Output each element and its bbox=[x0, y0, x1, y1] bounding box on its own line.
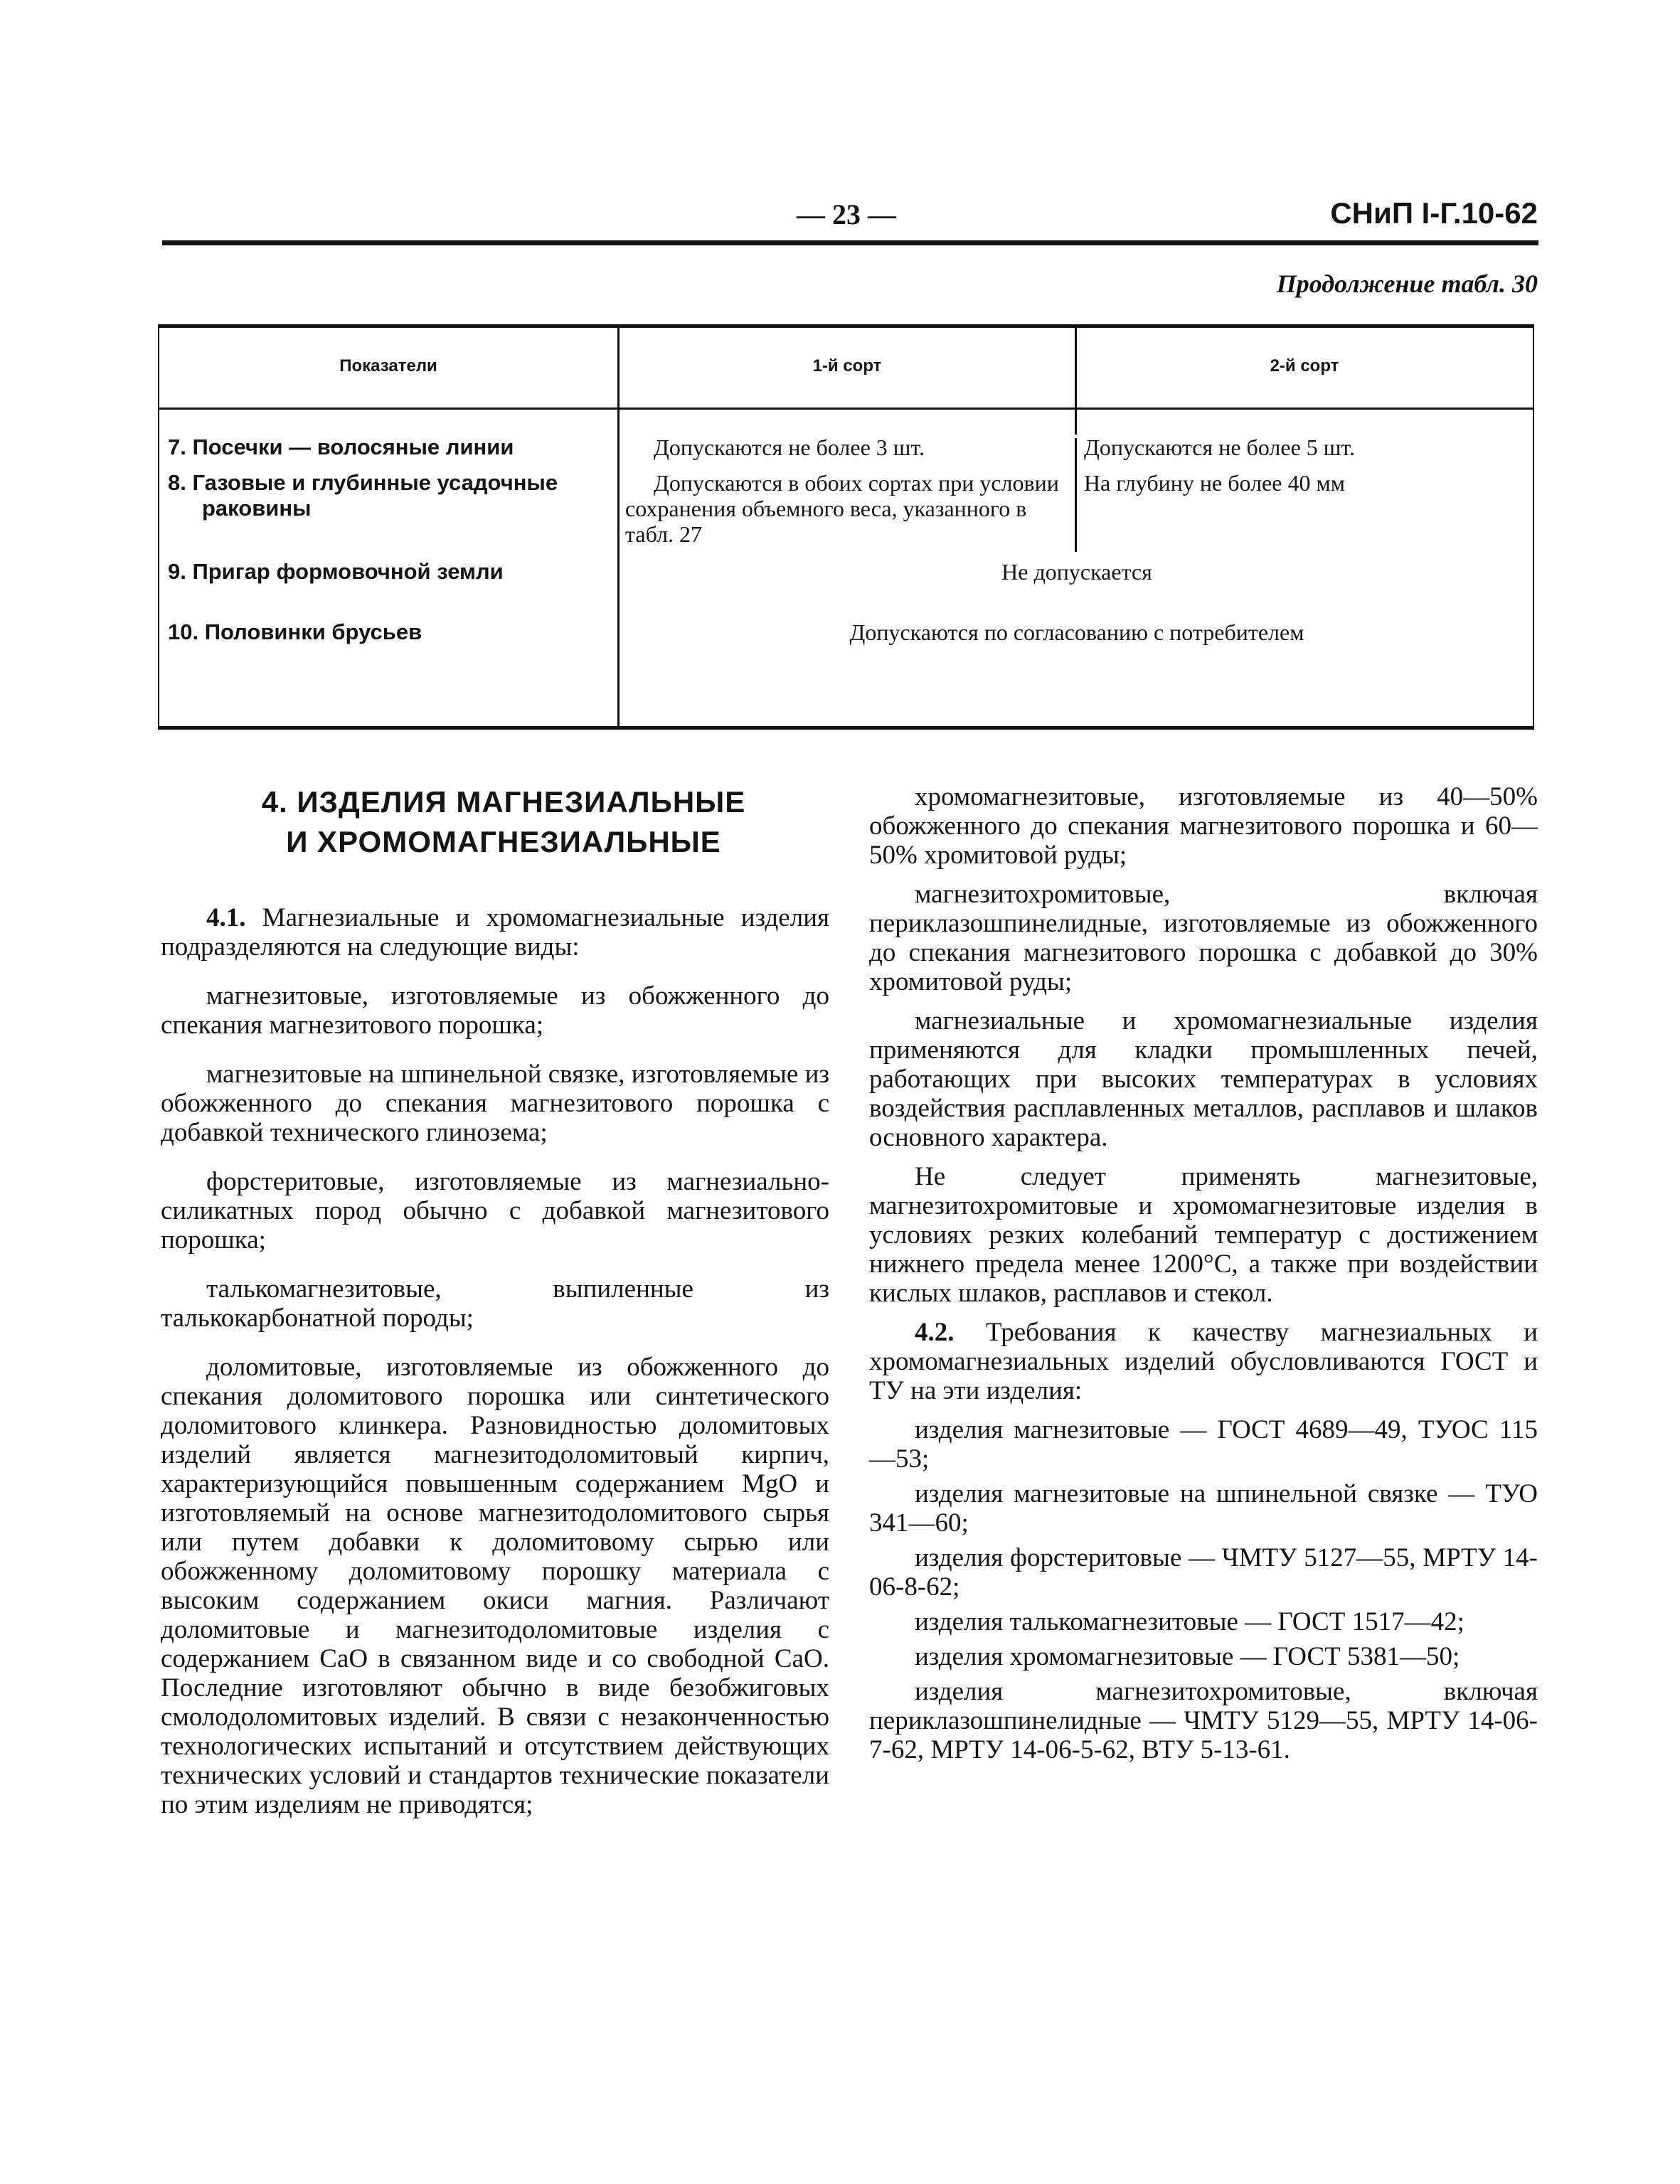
table-cell-grade-2: Допускаются не более 5 шт. bbox=[1084, 435, 1355, 460]
table-header-grade-2: 2-й сорт bbox=[1270, 356, 1339, 375]
clause-number: 4.1. bbox=[206, 903, 246, 932]
table-cell-merged: Не допускается bbox=[1001, 559, 1152, 585]
table-cell-grade-1: Допускаются не более 3 шт. bbox=[654, 435, 925, 460]
table-row-name: 7. Посечки — волосяные линии bbox=[168, 435, 514, 459]
table-header-grade-1: 1-й сорт bbox=[812, 356, 882, 375]
table-continuation-label: Продолжение табл. 30 bbox=[1276, 270, 1538, 298]
standard-reference: изделия магнезитовые — ГОСТ 4689—49, ТУОС 115—53; bbox=[869, 1415, 1538, 1474]
paragraph: хромомагнезитовые, изготовляемые из 40—50% обожженного до спекания магнезитового порошка и 60—50% хромитовой руды; bbox=[869, 782, 1538, 870]
table-row-name: 8. Газовые и глубинные усадочные раковины bbox=[168, 470, 558, 521]
table-cell-grade-2: На глубину не более 40 мм bbox=[1084, 470, 1345, 496]
table-row-name: 9. Пригар формовочной земли bbox=[168, 559, 504, 584]
paragraph bbox=[161, 903, 829, 962]
table-divider bbox=[617, 328, 620, 726]
section-title bbox=[162, 782, 845, 862]
paragraph: магнезитохромитовые, включая периклазошпинелидные, изготовляемые из обожженного до спекания магнезитового порошка с добавкой до 30% хромитовой руды; bbox=[869, 880, 1538, 996]
table-divider bbox=[1075, 328, 1077, 435]
table-cell-merged: Допускаются по согласованию с потребителем bbox=[849, 619, 1304, 645]
paragraph: магнезиальные и хромомагнезиальные изделия применяются для кладки промышленных печей, работающих при высоких температурах в условиях воздействия расплавленных металлов, расплавов и шлаков основного характера. bbox=[869, 1006, 1538, 1152]
paragraph: доломитовые, изготовляемые из обожженного до спекания доломитового порошка или синтетического доломитового клинкера. Разновидностью доломитовых изделий является магнезитодоломитовый кирпич, характеризующийся повышенным содержанием MgO и изготовляемый на основе магнезитодоломитового сырья или путем добавки к доломитовому сырью или обожженному доломитовому порошку материала с высоким содержанием окиси магния. Различают доломитовые и магнезитодоломитовые изделия с содержанием CaO в связанном виде и со свободной CaO. Последние изготовляют обычно в виде безобжиговых смолодоломитовых изделий. В связи с незаконченностью технологических испытаний и отсутствием действующих технических условий и стандартов технические показатели по этим изделиям не приводятся; bbox=[161, 1353, 829, 1819]
paragraph: магнезитовые, изготовляемые из обожженного до спекания магнезитового порошка; bbox=[161, 981, 829, 1040]
standard-reference: изделия талькомагнезитовые — ГОСТ 1517—42; bbox=[915, 1607, 1464, 1636]
table-header-rule bbox=[159, 407, 1533, 410]
left-column bbox=[161, 903, 829, 1829]
header-rule bbox=[162, 240, 1538, 245]
paragraph: талькомагнезитовые, выпиленные из талькокарбонатной породы; bbox=[161, 1274, 829, 1333]
right-column bbox=[869, 782, 1538, 1770]
standard-reference: изделия форстеритовые — ЧМТУ 5127—55, МРТУ 14-06-8-62; bbox=[869, 1543, 1538, 1602]
standard-reference: изделия магнезитовые на шпинельной связке — ТУО 341—60; bbox=[869, 1479, 1538, 1538]
clause-number: 4.2. bbox=[915, 1318, 955, 1347]
quality-table bbox=[158, 324, 1534, 730]
section-title-line: И ХРОМОМАГНЕЗИАЛЬНЫЕ bbox=[286, 825, 721, 858]
paragraph-text: Магнезиальные и хромомагнезиальные изделия подразделяются на следующие виды: bbox=[161, 903, 830, 962]
paragraph: Не следует применять магнезитовые, магнезитохромитовые и хромомагнезитовые изделия в условиях резких колебаний температур с достижением нижнего предела менее 1200°С, а также при воздействии кислых шлаков, расплавов и стекол. bbox=[869, 1162, 1538, 1308]
paragraph: форстеритовые, изготовляемые из магнезиально-силикатных пород обычно с добавкой магнезитового порошка; bbox=[161, 1167, 829, 1255]
table-header-indicators: Показатели bbox=[339, 356, 437, 375]
section-title-line: 4. ИЗДЕЛИЯ МАГНЕЗИАЛЬНЫЕ bbox=[261, 785, 746, 819]
paragraph: магнезитовые на шпинельной связке, изготовляемые из обожженного до спекания магнезитового порошка с добавкой технического глинозема; bbox=[161, 1060, 829, 1147]
page-number: — 23 — bbox=[797, 198, 896, 230]
table-row-name: 10. Половинки брусьев bbox=[168, 619, 422, 644]
standard-reference: изделия хромомагнезитовые — ГОСТ 5381—50; bbox=[915, 1642, 1460, 1671]
paragraph-text: Требования к качеству магнезиальных и хромомагнезиальных изделий обусловливаются ГОСТ и ТУ на эти изделия: bbox=[869, 1318, 1538, 1405]
document-code: СНиП I-Г.10-62 bbox=[1330, 196, 1538, 230]
standard-reference: изделия магнезитохромитовые, включая периклазошпинелидные — ЧМТУ 5129—55, МРТУ 14-06-7-62, МРТУ 14-06-5-62, ВТУ 5-13-61. bbox=[869, 1677, 1538, 1764]
table-cell-grade-1: Допускаются в обоих сортах при условии сохранения объемного веса, указанного в табл. 27 bbox=[625, 470, 1059, 547]
table-divider bbox=[1075, 438, 1077, 552]
paragraph bbox=[869, 1318, 1538, 1405]
